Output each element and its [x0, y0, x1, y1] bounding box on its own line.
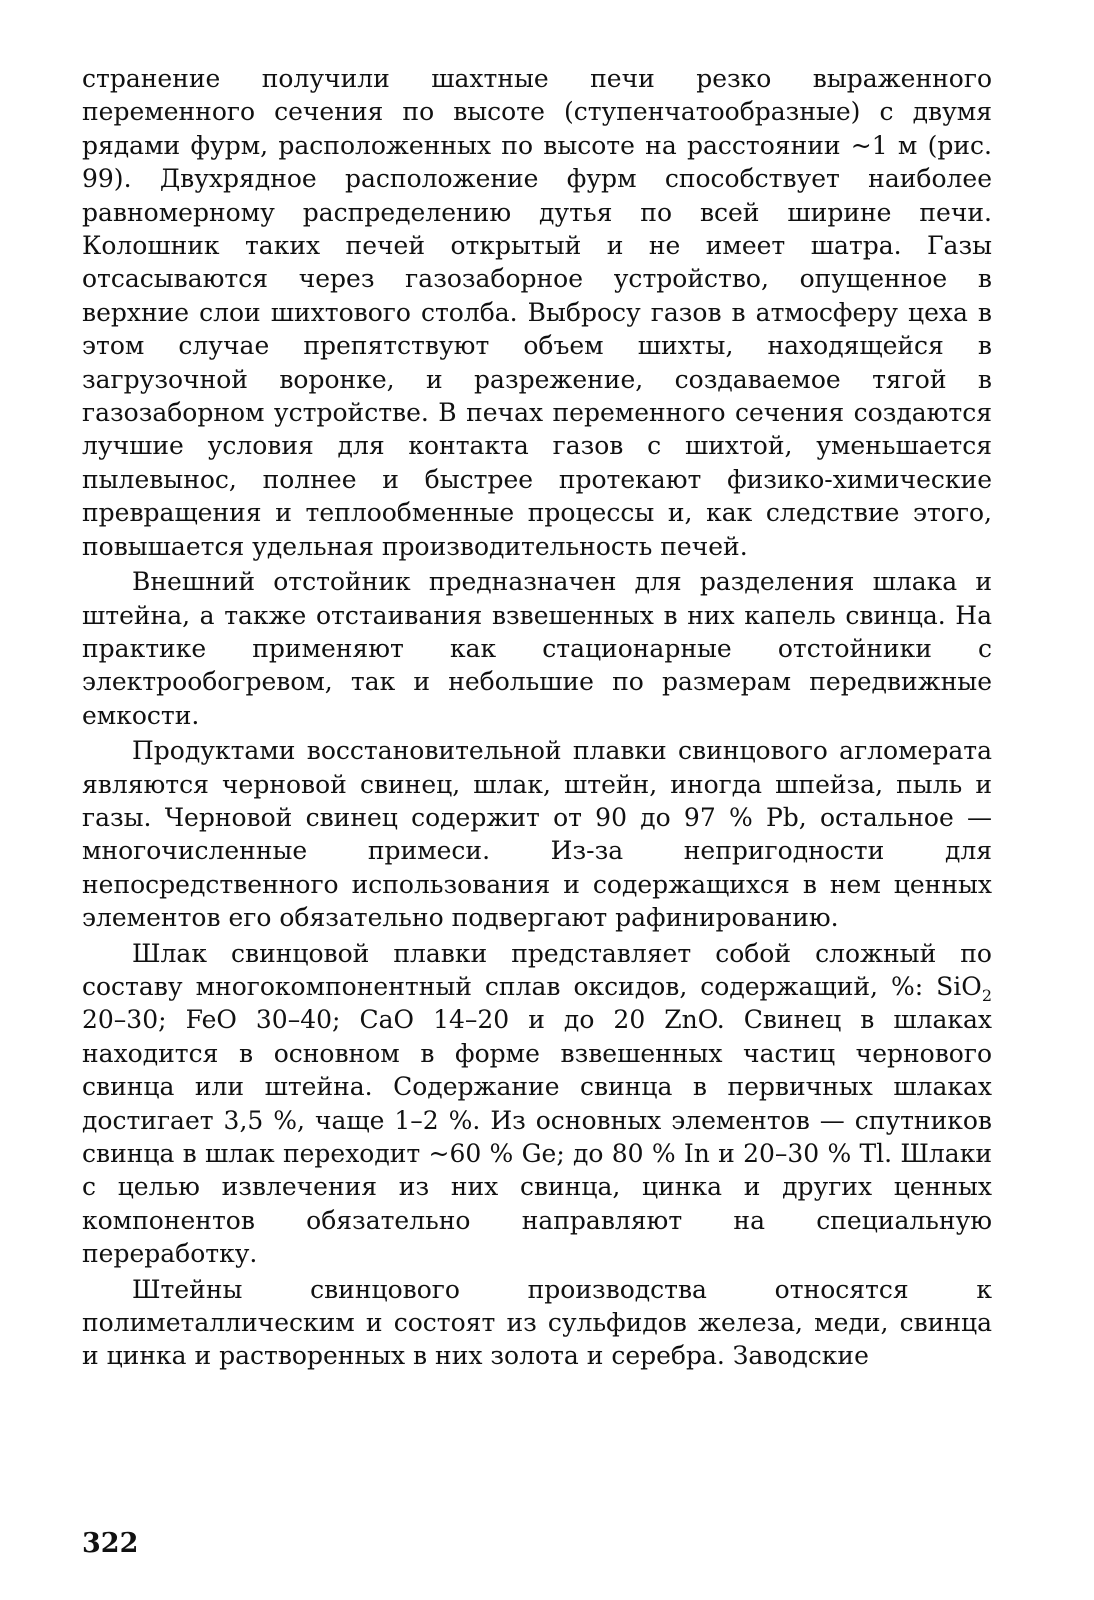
slag-text-after: 20–30; FeO 30–40; CaO 14–20 и до 20 ZnO. Свинец в шлаках находится в основном в форме взвешенных частиц чернового свинца или штейна. Содержание свинца в первичных шлаках достигает 3,5 %, чаще 1–2 %. Из основных элементов — спутников свинца в шлак переходит ~60 % Ge; до 80 % In и 20–30 % Tl. Шлаки с целью извлечения из них свинца, цинка и других ценных компонентов обязательно направляют на специальную переработку.: [82, 1005, 992, 1269]
paragraph-mattes: Штейны свинцового производства относятся к полиметаллическим и состоят из сульфидов железа, меди, свинца и цинка и растворенных в них золота и серебра. Заводские: [82, 1274, 992, 1371]
page-number: 322: [82, 1528, 139, 1559]
paragraph-smelting-products: Продуктами восстановительной плавки свинцового агломерата являются черновой свинец, шлак, штейн, иногда шпейза, пыль и газы. Черновой свинец содержит от 90 до 97 % Pb, остальное — многочисленные примеси. Из-за непригодности для непосредственного использования и содержащихся в нем ценных элементов его обязательно подвергают рафинированию.: [82, 736, 992, 933]
paragraph-lead-slag: [82, 937, 992, 1271]
sio2-subscript: 2: [981, 985, 992, 1005]
page-body: [82, 62, 992, 1375]
slag-text-before: Шлак свинцовой плавки представляет собой сложный по составу многокомпонентный сплав оксидов, содержащий, %: SiO: [82, 938, 992, 1001]
paragraph-shaft-furnaces: странение получили шахтные печи резко выраженного переменного сечения по высоте (ступенчатообразные) с двумя рядами фурм, расположенных по высоте на расстоянии ~1 м (рис. 99). Двухрядное расположение фурм способствует наиболее равномерному распределению дутья по всей ширине печи. Колошник таких печей открытый и не имеет шатра. Газы отсасываются через газозаборное устройство, опущенное в верхние слои шихтового столба. Выбросу газов в атмосферу цеха в этом случае препятствуют объем шихты, находящейся в загрузочной воронке, и разрежение, создаваемое тягой в газозаборном устройстве. В печах переменного сечения создаются лучшие условия для контакта газов с шихтой, уменьшается пылевынос, полнее и быстрее протекают физико-химические превращения и теплообменные процессы и, как следствие этого, повышается удельная производительность печей.: [82, 64, 992, 561]
paragraph-external-settler: Внешний отстойник предназначен для разделения шлака и штейна, а также отстаивания взвешенных в них капель свинца. На практике применяют как стационарные отстойники с электрообогревом, так и небольшие по размерам передвижные емкости.: [82, 567, 992, 730]
